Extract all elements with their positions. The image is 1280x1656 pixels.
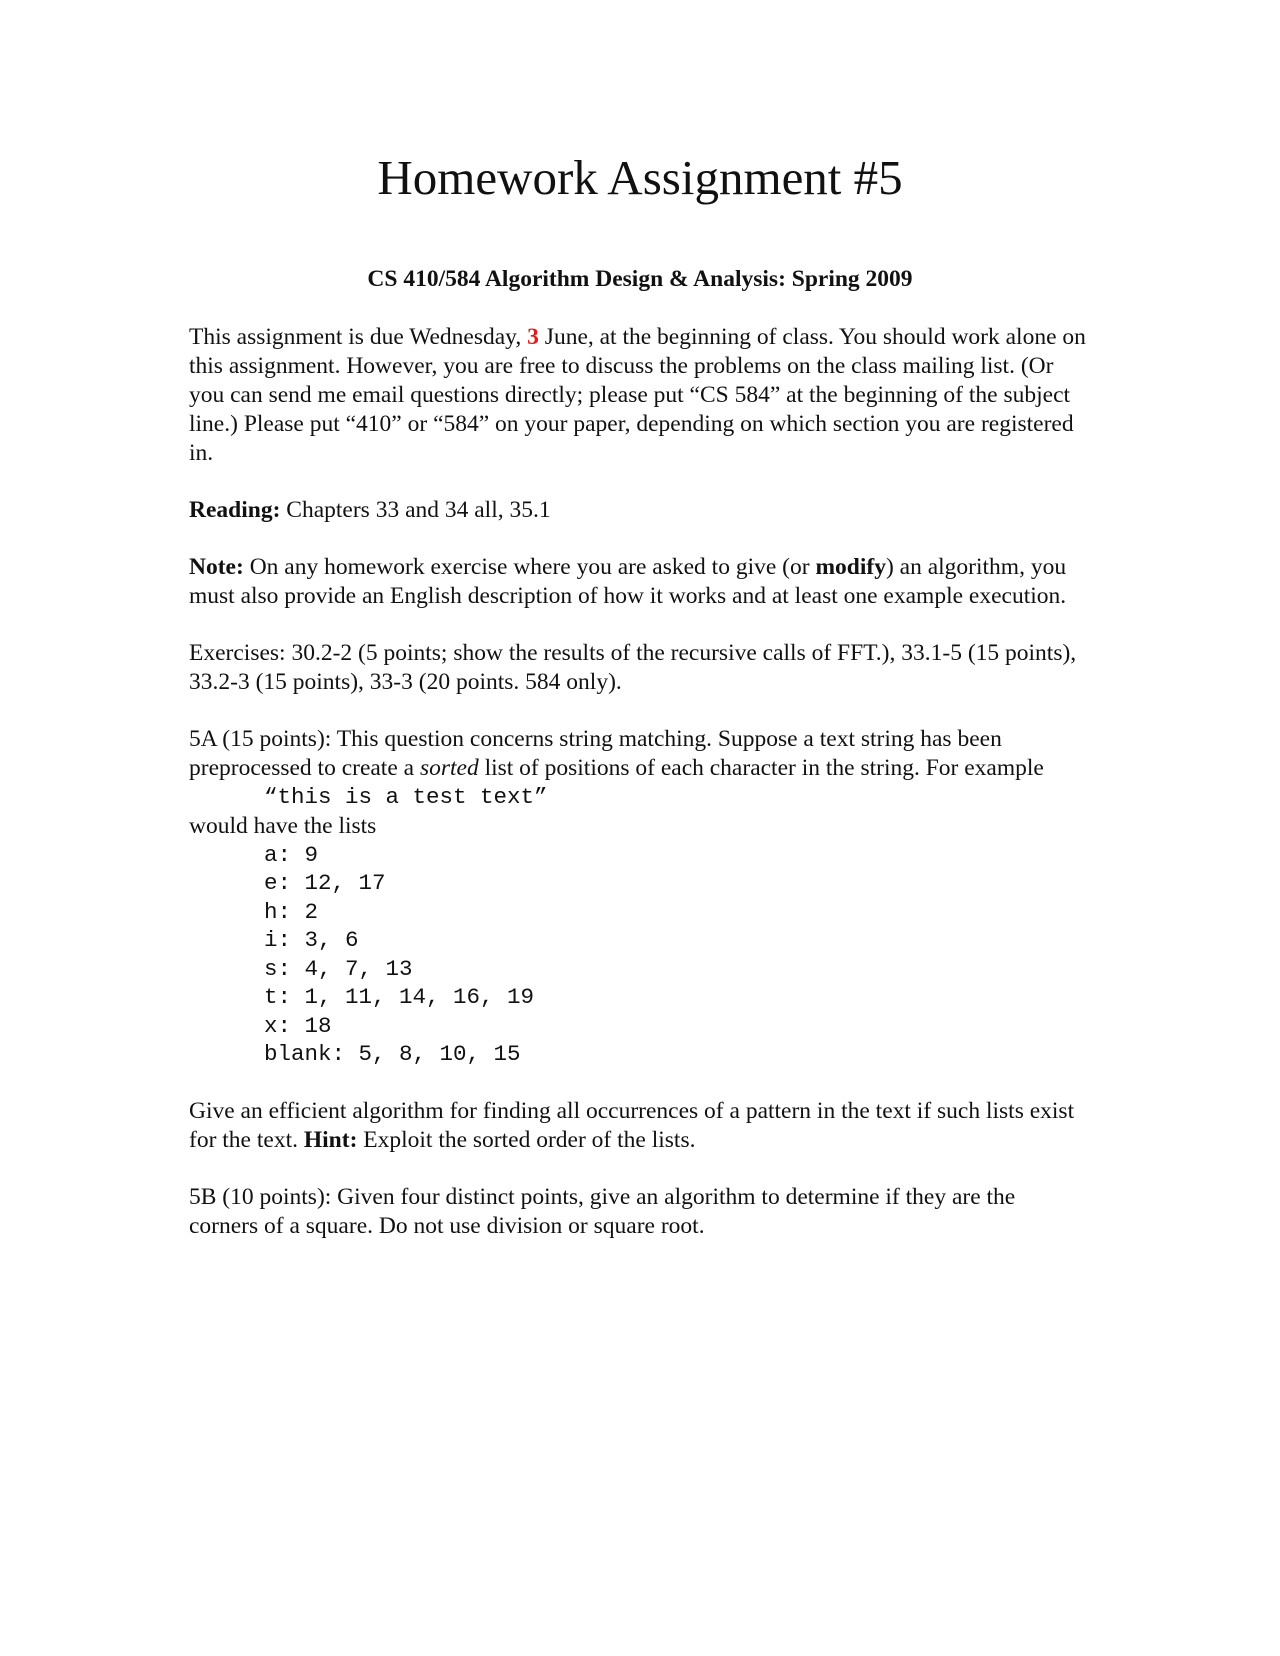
note-label: Note: <box>189 554 244 580</box>
problem-5a-italic: sorted <box>419 755 479 781</box>
problem-5a-text-start: 5A (15 points): This question concerns string matching. Suppose a text string has been preprocessed to create a <box>189 726 1002 781</box>
reading-label: Reading: <box>189 497 281 523</box>
problem-5a-question <box>189 1097 1089 1155</box>
problem-5a-question-text: Give an efficient algorithm for finding all occurrences of a pattern in the text if such lists exist for the text. <box>189 1097 1075 1153</box>
note-text-rest: ) an algorithm, you must also provide an English description of how it works and at least one example execution. <box>189 554 1067 609</box>
list-item: s: 4, 7, 13 <box>264 955 413 982</box>
intro-paragraph <box>189 323 1089 468</box>
reading-paragraph <box>189 496 1089 525</box>
document-title: Homework Assignment #5 <box>377 150 903 205</box>
problem-5a-intro <box>189 725 1089 783</box>
list-item: a: 9 <box>264 841 319 868</box>
list-item: h: 2 <box>264 898 319 925</box>
note-text-start: On any homework exercise where you are asked to give (or <box>243 554 816 580</box>
list-item: x: 18 <box>264 1012 332 1039</box>
exercises-paragraph: Exercises: 30.2-2 (5 points; show the results of the recursive calls of FFT.), 33.1-5 (15 points), 33.2-3 (15 points), 33-3 (20 points. 584 only). <box>189 640 1077 695</box>
list-item: i: 3, 6 <box>264 927 359 953</box>
note-paragraph <box>189 553 1089 611</box>
problem-5b: 5B (10 points): Given four distinct points, give an algorithm to determine if they are the corners of a square. Do not use division or square root. <box>189 1183 1016 1239</box>
example-string: “this is a test text” <box>264 784 548 810</box>
list-item: blank: 5, 8, 10, 15 <box>264 1041 521 1067</box>
list-item: e: 12, 17 <box>264 870 386 896</box>
intro-text-start: This assignment is due Wednesday, <box>189 324 528 350</box>
hint-label: Hint: <box>303 1126 358 1153</box>
note-emphasis: modify <box>815 554 886 580</box>
lists-intro: would have the lists <box>189 812 377 839</box>
intro-text-rest: June, at the beginning of class. You should work alone on this assignment. However, you are free to discuss the problems on the class mailing list. (Or you can send me email questions directly; please put “CS 584” at the beginning of the subject line.) Please put “410” or “584” on your paper, depending on which section you are registered in. <box>189 324 1086 466</box>
due-date-number: 3 <box>527 324 539 350</box>
problem-5a-text-rest: list of positions of each character in the string. For example <box>478 755 1044 781</box>
list-item: t: 1, 11, 14, 16, 19 <box>264 984 535 1010</box>
reading-text: Chapters 33 and 34 all, 35.1 <box>280 497 551 523</box>
hint-text: Exploit the sorted order of the lists. <box>357 1126 696 1153</box>
document-body <box>189 323 1089 1241</box>
course-subtitle: CS 410/584 Algorithm Design & Analysis: Spring 2009 <box>367 266 913 292</box>
